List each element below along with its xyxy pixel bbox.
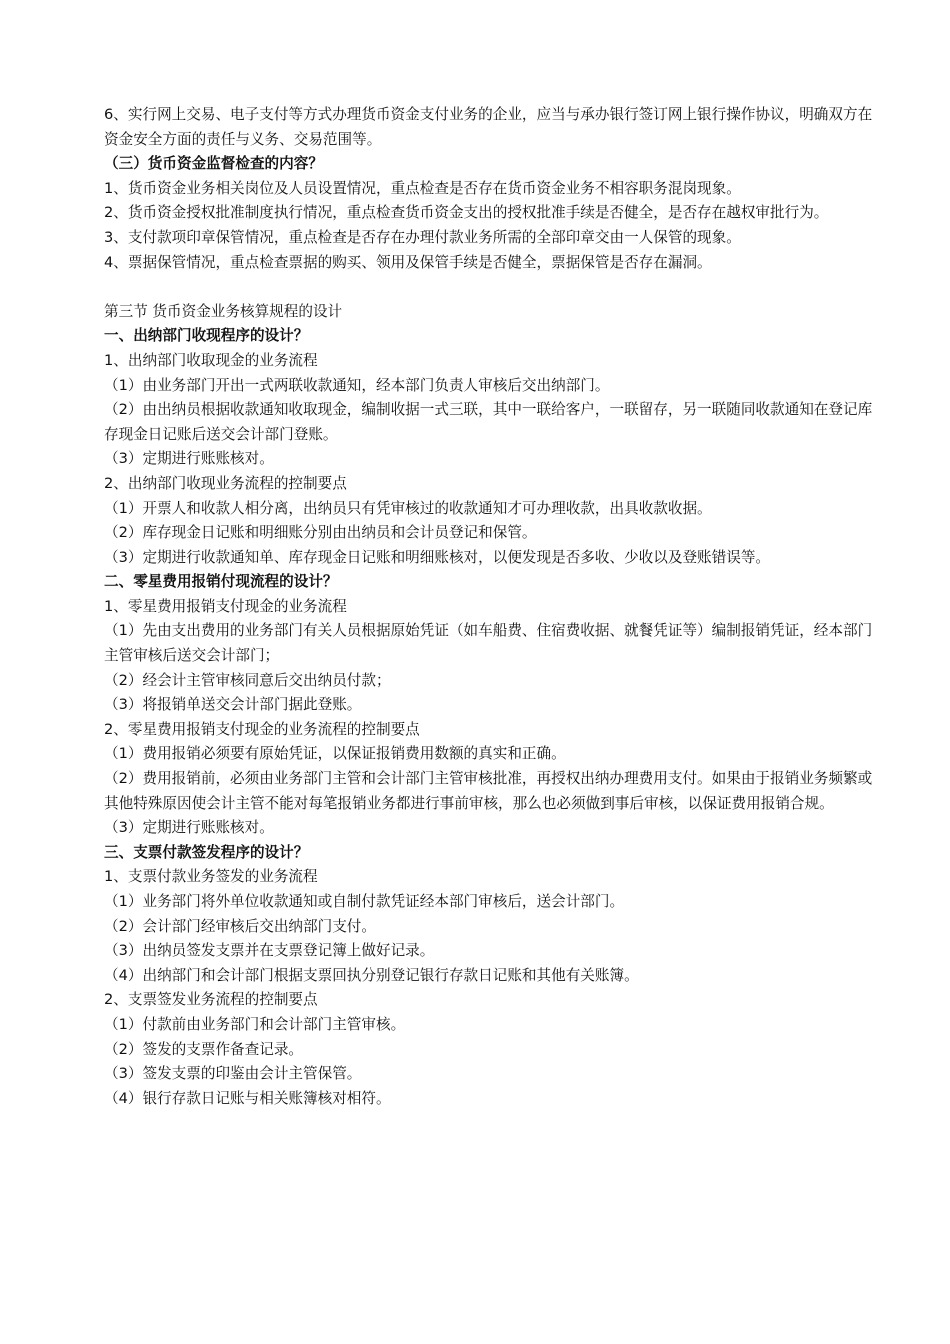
heading-cash-receipt: 一、出纳部门收现程序的设计？ bbox=[104, 327, 309, 345]
subheading-cash-receipt-control: 2、出纳部门收现业务流程的控制要点 bbox=[104, 474, 347, 492]
paragraph-check-3: 3、支付款项印章保管情况，重点检查是否存在办理付款业务所需的全部印章交由一人保管的现象。 bbox=[104, 228, 741, 246]
list-item: （1）费用报销必须要有原始凭证，以保证报销费用数额的真实和正确。 bbox=[104, 745, 566, 763]
list-item: （3）定期进行收款通知单、库存现金日记账和明细账核对，以便发现是否多收、少收以及登账错误等。 bbox=[104, 548, 771, 566]
document-page bbox=[104, 103, 878, 1111]
list-item: （2）会计部门经审核后交出纳部门支付。 bbox=[104, 917, 376, 935]
list-item: （2）由出纳员根据收款通知收取现金，编制收据一式三联，其中一联给客户，一联留存，另一联随同收款通知在登记库存现金日记账后送交会计部门登账。 bbox=[104, 401, 873, 443]
list-item: （3）定期进行账账核对。 bbox=[104, 450, 274, 468]
list-item: （2）经会计主管审核同意后交出纳员付款； bbox=[104, 671, 391, 689]
subheading-petty-expense-flow: 1、零星费用报销支付现金的业务流程 bbox=[104, 597, 347, 615]
paragraph-check-2: 2、货币资金授权批准制度执行情况，重点检查货币资金支出的授权批准手续是否健全，是否存在越权审批行为。 bbox=[104, 204, 829, 222]
list-item: （4）银行存款日记账与相关账簿核对相符。 bbox=[104, 1089, 391, 1107]
paragraph-check-1: 1、货币资金业务相关岗位及人员设置情况，重点检查是否存在货币资金业务不相容职务混岗现象。 bbox=[104, 179, 741, 197]
heading-check-payment: 三、支票付款签发程序的设计？ bbox=[104, 843, 309, 861]
list-item: （2）费用报销前，必须由业务部门主管和会计部门主管审核批准，再授权出纳办理费用支付。如果由于报销业务频繁或其他特殊原因使会计主管不能对每笔报销业务都进行事前审核，那么也必须做到事后审核，以保证费用报销合规。 bbox=[104, 770, 873, 812]
list-item: （1）付款前由业务部门和会计部门主管审核。 bbox=[104, 1015, 406, 1033]
list-item: （2）签发的支票作备查记录。 bbox=[104, 1040, 304, 1058]
paragraph-check-4: 4、票据保管情况，重点检查票据的购买、领用及保管手续是否健全，票据保管是否存在漏洞。 bbox=[104, 253, 712, 271]
list-item: （2）库存现金日记账和明细账分别由出纳员和会计员登记和保管。 bbox=[104, 524, 537, 542]
list-item: （3）签发支票的印鉴由会计主管保管。 bbox=[104, 1065, 362, 1083]
subheading-petty-expense-control: 2、零星费用报销支付现金的业务流程的控制要点 bbox=[104, 720, 420, 738]
list-item: （1）开票人和收款人相分离，出纳员只有凭审核过的收款通知才可办理收款，出具收款收据。 bbox=[104, 499, 712, 517]
heading-supervision-content: （三）货币资金监督检查的内容？ bbox=[104, 155, 323, 173]
list-item: （3）将报销单送交会计部门据此登账。 bbox=[104, 696, 362, 714]
list-item: （1）由业务部门开出一式两联收款通知，经本部门负责人审核后交出纳部门。 bbox=[104, 376, 610, 394]
section-title: 第三节 货币资金业务核算规程的设计 bbox=[104, 302, 343, 320]
list-item: （3）出纳员签发支票并在支票登记簿上做好记录。 bbox=[104, 942, 435, 960]
blank-line bbox=[104, 275, 878, 300]
subheading-check-payment-flow: 1、支票付款业务签发的业务流程 bbox=[104, 868, 318, 886]
heading-petty-expense: 二、零星费用报销付现流程的设计？ bbox=[104, 573, 338, 591]
subheading-check-payment-control: 2、支票签发业务流程的控制要点 bbox=[104, 991, 318, 1009]
paragraph-item-6: 6、实行网上交易、电子支付等方式办理货币资金支付业务的企业，应当与承办银行签订网上银行操作协议，明确双方在资金安全方面的责任与义务、交易范围等。 bbox=[104, 106, 873, 148]
list-item: （3）定期进行账账核对。 bbox=[104, 819, 274, 837]
list-item: （1）业务部门将外单位收款通知或自制付款凭证经本部门审核后，送会计部门。 bbox=[104, 893, 625, 910]
list-item: （4）出纳部门和会计部门根据支票回执分别登记银行存款日记账和其他有关账簿。 bbox=[104, 966, 639, 984]
subheading-cash-receipt-flow: 1、出纳部门收取现金的业务流程 bbox=[104, 351, 318, 369]
list-item: （1）先由支出费用的业务部门有关人员根据原始凭证（如车船费、住宿费收据、就餐凭证等）编制报销凭证，经本部门主管审核后送交会计部门； bbox=[104, 622, 873, 665]
